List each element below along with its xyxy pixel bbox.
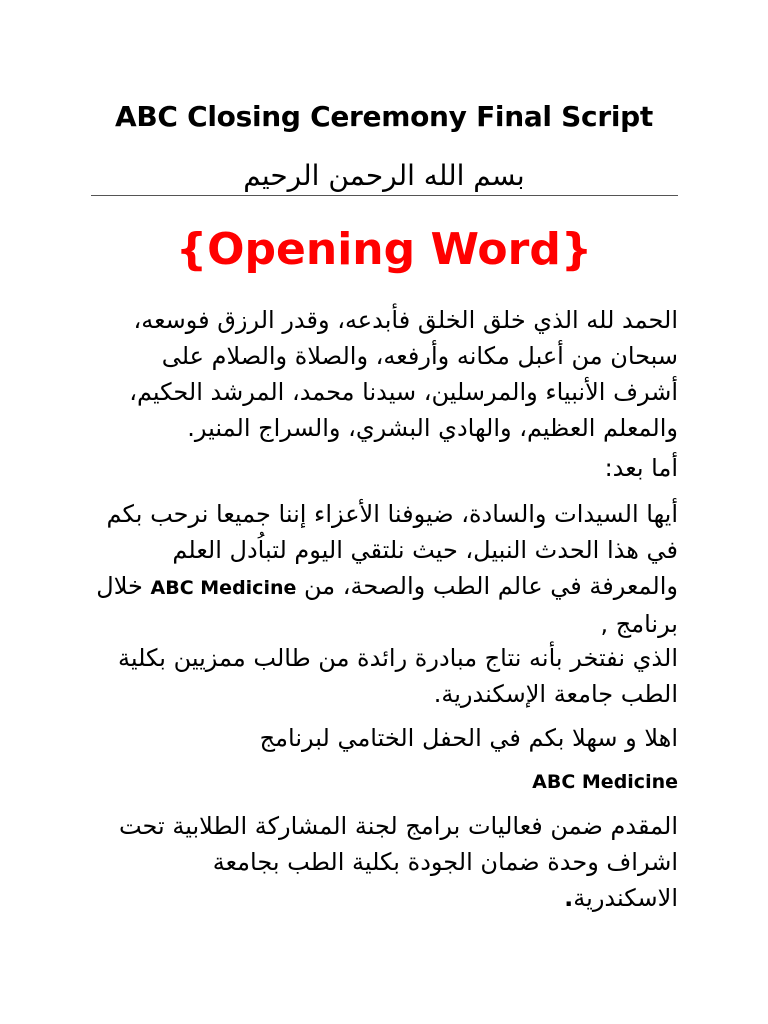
program-name-line	[96, 762, 678, 800]
paragraph-praise: الحمد لله الذي خلق الخلق فأبدعه، وقدر الرزق فوسعه، سبحان من أعبل مكانه وأرفعه، والصلاة والصلام على أشرف الأنبياء والمرسلين، سيدنا محمد، المرشد الحكيم، والمعلم العظيم، والهادي البشري، والسراج المنير.	[129, 306, 678, 442]
welcome-text-after: خلال برنامج ,	[96, 572, 678, 638]
paragraph-amma-baad: أما بعد:	[604, 454, 678, 482]
paragraph-welcome	[96, 496, 678, 642]
program-name: ABC Medicine	[532, 771, 678, 793]
horizontal-rule	[91, 195, 678, 196]
basmala-line: بسم الله الرحمن الرحيم	[243, 159, 525, 192]
organizer-period: .	[564, 884, 574, 912]
opening-word-heading: {Opening Word}	[175, 224, 593, 275]
paragraph-organizer	[96, 808, 678, 916]
program-name-inline: ABC Medicine	[150, 577, 297, 599]
welcome-text-before: أيها السيدات والسادة، ضيوفنا الأعزاء إننا جميعا نرحب بكم في هذا الحدث النبيل، حيث نلتقي اليوم لتباُدل العلم والمعرفة في عالم الطب والصحة، من	[106, 500, 678, 600]
paragraph-greeting: اهلا و سهلا بكم في الحفل الختامي لبرنامج	[259, 724, 678, 752]
document-title: ABC Closing Ceremony Final Script	[115, 100, 653, 133]
organizer-text: المقدم ضمن فعاليات برامج لجنة المشاركة الطلابية تحت اشراف وحدة ضمان الجودة بكلية الطب بجامعة الاسكندرية	[118, 812, 678, 912]
paragraph-initiative: الذي نفتخر بأنه نتاج مبادرة رائدة من طالب ممزيين بكلية الطب جامعة الإسكندرية.	[117, 644, 678, 708]
